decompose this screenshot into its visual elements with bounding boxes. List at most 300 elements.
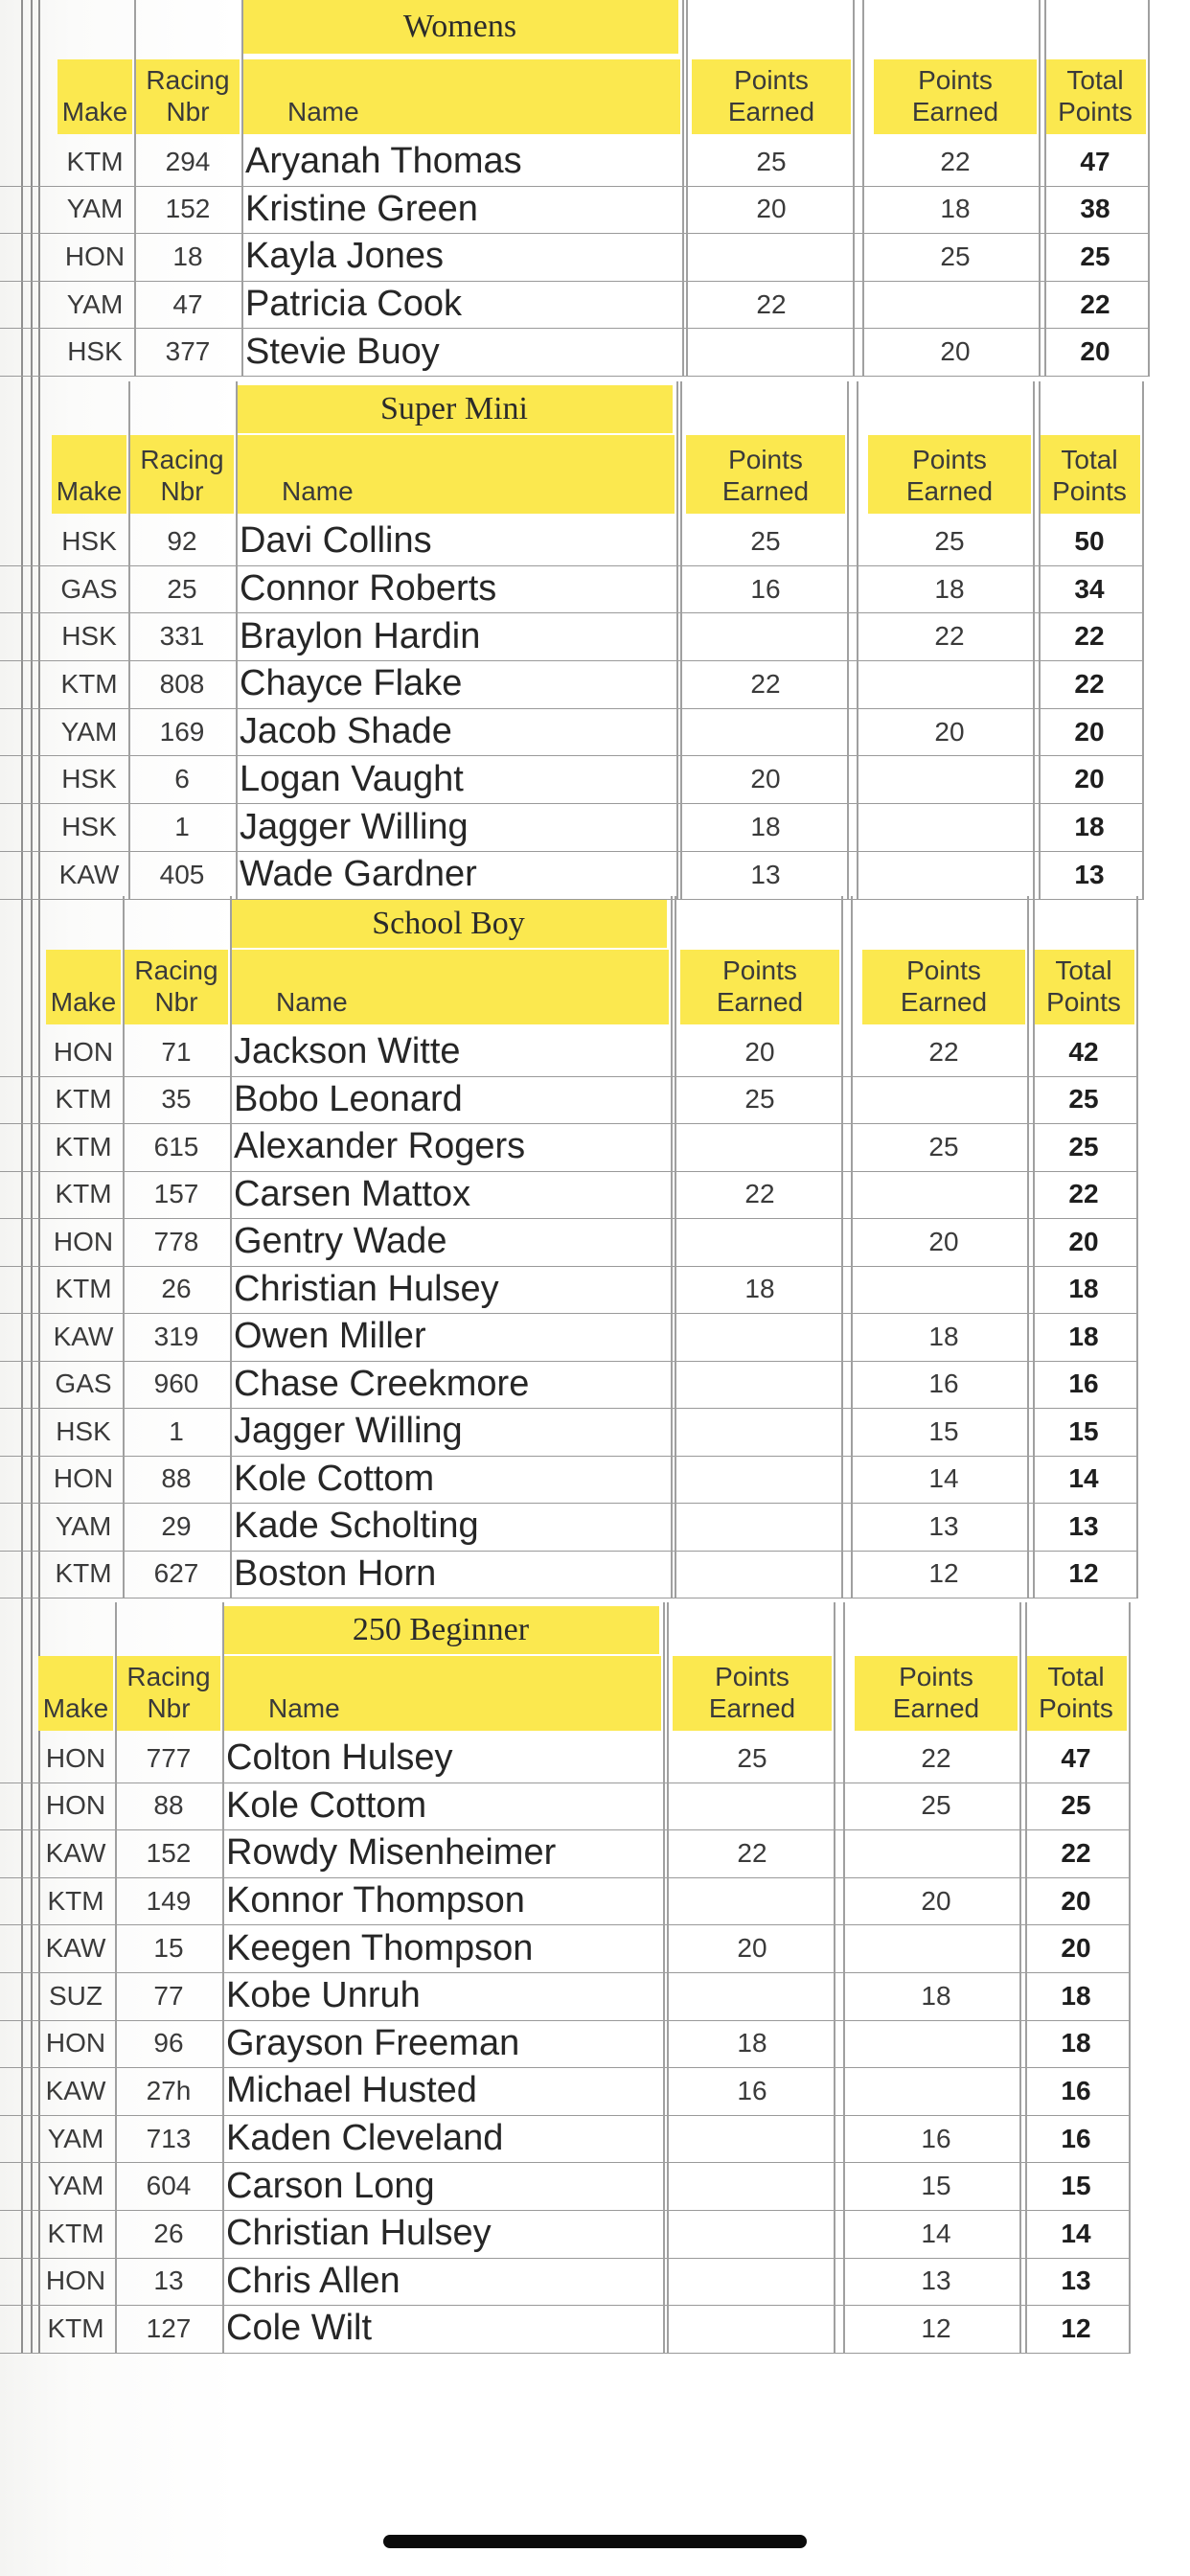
cell-rider-name: Kade Scholting [234,1506,479,1547]
column-rule [847,381,849,899]
cell-rider-name: Boston Horn [234,1552,437,1594]
table-row [0,565,1144,614]
cell-points-earned-2 [866,803,1033,851]
column-rule [123,896,125,1598]
cell-make: GAS [60,573,118,604]
cell-points-earned-2 [853,2020,1019,2068]
cell-make: GAS [55,1368,112,1399]
cell-rider-name: Kole Cottom [234,1458,435,1499]
cell-points-earned-1 [678,1408,841,1456]
cell-total-points: 22 [1061,1837,1091,1868]
header-racing-nbr: Racing Nbr [136,59,240,134]
cell-racing-nbr: 13 [153,2266,184,2296]
cell-points-earned-2: 20 [940,336,971,367]
table-row [0,328,1150,377]
cell-racing-nbr: 169 [159,716,205,747]
cell-points-earned-2: 20 [934,716,965,747]
column-rule [851,896,853,1598]
cell-racing-nbr: 604 [146,2171,192,2201]
cell-racing-nbr: 808 [159,668,205,699]
table-row [0,186,1150,235]
cell-make: SUZ [49,1980,103,2011]
cell-rider-name: Keegen Thompson [226,1927,534,1968]
cell-total-points: 18 [1068,1321,1099,1351]
cell-points-earned-1 [678,1503,841,1551]
cell-make: KAW [53,1321,114,1351]
table-row [0,1171,1138,1220]
cell-points-earned-2: 18 [934,573,965,604]
table-row [0,1028,1138,1077]
cell-rider-name: Christian Hulsey [234,1268,499,1309]
table-row [0,1266,1138,1315]
cell-points-earned-1 [671,1972,834,2020]
column-rule [676,381,678,899]
cell-points-earned-2 [866,660,1033,708]
cell-rider-name: Patricia Cook [245,284,462,325]
cell-total-points: 25 [1068,1131,1099,1162]
cell-racing-nbr: 1 [169,1415,184,1446]
cell-rider-name: Grayson Freeman [226,2022,520,2063]
cell-points-earned-1: 22 [750,668,781,699]
cell-rider-name: Wade Gardner [240,854,477,895]
cell-racing-nbr: 152 [146,1837,192,1868]
cell-rider-name: Jagger Willing [234,1411,463,1452]
cell-total-points: 20 [1068,1226,1099,1256]
cell-points-earned-2: 15 [921,2171,951,2201]
cell-points-earned-1 [678,1218,841,1266]
section-title: Womens [241,0,678,54]
header-name: Name [243,59,680,134]
table-row [0,1782,1131,1831]
column-rule [230,896,232,1598]
cell-points-earned-2: 16 [928,1368,959,1399]
column-rule [1039,0,1041,376]
cell-total-points: 20 [1080,336,1110,367]
cell-rider-name: Jagger Willing [240,806,469,847]
cell-points-earned-1 [671,2258,834,2306]
header-racing-nbr: Racing Nbr [117,1656,220,1731]
cell-points-earned-1 [671,2210,834,2258]
cell-rider-name: Chase Creekmore [234,1363,530,1404]
cell-rider-name: Aryanah Thomas [245,141,522,182]
cell-points-earned-1: 25 [756,146,787,176]
cell-make: HON [53,1036,114,1067]
table-row [0,1218,1138,1267]
column-rule [686,0,688,376]
cell-points-earned-2: 25 [940,241,971,271]
cell-racing-nbr: 319 [153,1321,199,1351]
cell-make: YAM [47,2171,104,2201]
cell-points-earned-2: 15 [928,1415,959,1446]
cell-rider-name: Logan Vaught [240,758,464,799]
header-points-earned-1: Points Earned [686,435,845,514]
column-rule [680,381,682,899]
cell-points-earned-2: 13 [928,1510,959,1541]
cell-points-earned-2: 16 [921,2123,951,2153]
cell-points-earned-1: 20 [744,1036,775,1067]
cell-points-earned-2 [853,2067,1019,2115]
cell-points-earned-2: 22 [928,1036,959,1067]
home-indicator[interactable] [383,2535,807,2548]
cell-racing-nbr: 18 [172,241,203,271]
column-rule [675,896,676,1598]
table-row [0,803,1144,852]
column-rule [663,1602,665,2353]
table-row [0,1313,1138,1362]
cell-points-earned-1 [678,1313,841,1361]
cell-racing-nbr: 77 [153,1980,184,2011]
cell-points-earned-2 [860,1266,1027,1314]
table-row [0,1829,1131,1878]
cell-points-earned-1 [671,1877,834,1925]
column-rule [128,381,130,899]
cell-total-points: 18 [1074,812,1105,842]
cell-make: HON [53,1226,114,1256]
cell-racing-nbr: 47 [172,288,203,319]
cell-racing-nbr: 71 [161,1036,192,1067]
header-points-earned-2: Points Earned [862,950,1025,1024]
cell-total-points: 25 [1068,1084,1099,1115]
column-rule [671,896,673,1598]
cell-points-earned-1 [678,1361,841,1409]
cell-racing-nbr: 713 [146,2123,192,2153]
table-row [0,708,1144,757]
cell-points-earned-1: 25 [744,1084,775,1115]
cell-make: KTM [47,2312,104,2343]
cell-points-earned-1: 18 [744,1274,775,1304]
cell-total-points: 22 [1080,288,1110,319]
cell-racing-nbr: 25 [167,573,197,604]
cell-total-points: 18 [1061,2028,1091,2058]
table-row [0,1076,1138,1125]
cell-total-points: 15 [1068,1415,1099,1446]
cell-make: YAM [60,716,118,747]
cell-make: HON [45,2028,106,2058]
table-row [0,851,1144,900]
column-rule [1039,381,1041,899]
cell-points-earned-2: 22 [940,146,971,176]
header-make: Make [52,435,126,514]
cell-make: KAW [45,2075,106,2105]
table-row [0,233,1150,282]
cell-total-points: 25 [1080,241,1110,271]
cell-total-points: 47 [1061,1742,1091,1773]
cell-total-points: 22 [1074,621,1105,652]
cell-rider-name: Cole Wilt [226,2308,373,2349]
cell-total-points: 18 [1068,1274,1099,1304]
cell-racing-nbr: 152 [165,194,211,224]
cell-points-earned-1: 25 [737,1742,767,1773]
cell-make: KTM [55,1131,112,1162]
header-make: Make [57,59,132,134]
table-row [0,2305,1131,2354]
cell-points-earned-2 [872,281,1039,329]
cell-rider-name: Kaden Cleveland [226,2118,504,2159]
cell-total-points: 16 [1061,2123,1091,2153]
table-row [0,1924,1131,1973]
cell-racing-nbr: 26 [153,2218,184,2248]
cell-points-earned-1 [671,1782,834,1830]
cell-make: YAM [66,288,124,319]
cell-points-earned-2 [853,1924,1019,1972]
cell-total-points: 13 [1068,1510,1099,1541]
column-rule [853,0,855,376]
column-rule [1033,896,1035,1598]
header-points-earned-2: Points Earned [855,1656,1018,1731]
header-racing-nbr: Racing Nbr [130,435,234,514]
header-total-points: Total Points [1025,1656,1127,1731]
cell-points-earned-2: 20 [928,1226,959,1256]
cell-points-earned-2: 22 [934,621,965,652]
cell-racing-nbr: 1 [174,812,190,842]
cell-rider-name: Rowdy Misenheimer [226,1832,557,1874]
cell-racing-nbr: 26 [161,1274,192,1304]
cell-rider-name: Jackson Witte [234,1031,461,1072]
cell-total-points: 20 [1074,764,1105,794]
cell-points-earned-1 [671,2305,834,2353]
column-rule [841,896,843,1598]
cell-racing-nbr: 27h [146,2075,192,2105]
cell-make: HSK [61,525,117,556]
cell-points-earned-2 [866,756,1033,804]
table-row [0,2258,1131,2307]
header-name: Name [224,1656,661,1731]
column-rule [241,0,243,376]
cell-racing-nbr: 377 [165,336,211,367]
table-row [0,2210,1131,2259]
cell-points-earned-1: 16 [750,573,781,604]
cell-total-points: 13 [1061,2266,1091,2296]
table-row [0,1551,1138,1599]
section-title: School Boy [230,900,667,948]
cell-points-earned-2: 13 [921,2266,951,2296]
cell-racing-nbr: 157 [153,1179,199,1209]
cell-racing-nbr: 615 [153,1131,199,1162]
cell-points-earned-1 [671,2115,834,2163]
cell-points-earned-1: 22 [744,1179,775,1209]
cell-total-points: 22 [1068,1179,1099,1209]
cell-total-points: 25 [1061,1790,1091,1821]
header-make: Make [38,1656,113,1731]
cell-racing-nbr: 92 [167,525,197,556]
cell-make: KAW [45,1933,106,1964]
cell-points-earned-1: 25 [750,525,781,556]
cell-points-earned-2: 14 [928,1463,959,1494]
cell-rider-name: Jacob Shade [240,711,452,752]
table-row [0,612,1144,661]
cell-points-earned-1 [678,1123,841,1171]
cell-points-earned-1 [678,1551,841,1598]
cell-total-points: 34 [1074,573,1105,604]
table-row [0,518,1144,566]
cell-make: YAM [47,2123,104,2153]
cell-racing-nbr: 88 [161,1463,192,1494]
cell-rider-name: Carson Long [226,2165,435,2206]
cell-rider-name: Chris Allen [226,2260,400,2301]
table-row [0,1456,1138,1505]
cell-rider-name: Bobo Leonard [234,1078,463,1119]
cell-points-earned-2: 12 [928,1558,959,1589]
table-row [0,1408,1138,1457]
cell-points-earned-2 [860,1076,1027,1124]
cell-points-earned-2: 18 [928,1321,959,1351]
cell-rider-name: Chayce Flake [240,663,463,704]
cell-points-earned-1: 16 [737,2075,767,2105]
header-points-earned-1: Points Earned [692,59,851,134]
cell-rider-name: Connor Roberts [240,568,497,610]
cell-points-earned-2: 18 [921,1980,951,2011]
cell-racing-nbr: 778 [153,1226,199,1256]
cell-points-earned-2: 25 [928,1131,959,1162]
cell-rider-name: Kayla Jones [245,236,445,277]
cell-racing-nbr: 331 [159,621,205,652]
cell-rider-name: Carsen Mattox [234,1173,471,1214]
cell-points-earned-1 [671,2162,834,2210]
table-row [0,2020,1131,2069]
cell-make: KTM [60,668,118,699]
cell-total-points: 38 [1080,194,1110,224]
table-row [0,2162,1131,2211]
table-row [0,1877,1131,1926]
header-total-points: Total Points [1033,950,1134,1024]
cell-points-earned-1 [684,612,847,660]
cell-total-points: 15 [1061,2171,1091,2201]
cell-points-earned-1: 20 [756,194,787,224]
cell-rider-name: Konnor Thompson [226,1880,525,1921]
column-rule [1148,0,1150,376]
column-rule [134,0,136,376]
column-rule [1044,0,1046,376]
cell-points-earned-1: 22 [737,1837,767,1868]
cell-total-points: 42 [1068,1036,1099,1067]
cell-total-points: 16 [1061,2075,1091,2105]
cell-points-earned-2 [866,851,1033,899]
table-row [0,1972,1131,2021]
cell-rider-name: Davi Collins [240,520,432,562]
column-rule [667,1602,669,2353]
cell-make: KTM [66,146,124,176]
header-total-points: Total Points [1044,59,1146,134]
header-total-points: Total Points [1039,435,1140,514]
cell-make: HON [45,2266,106,2296]
cell-points-earned-2: 20 [921,1885,951,1916]
cell-make: KTM [47,1885,104,1916]
cell-points-earned-1: 22 [756,288,787,319]
table-row [0,2115,1131,2164]
cell-racing-nbr: 777 [146,1742,192,1773]
cell-points-earned-2: 12 [921,2312,951,2343]
cell-make: KTM [55,1274,112,1304]
column-rule [682,0,684,376]
cell-racing-nbr: 405 [159,859,205,889]
cell-total-points: 22 [1074,668,1105,699]
column-rule [1129,1602,1131,2353]
cell-points-earned-2: 18 [940,194,971,224]
column-rule [1025,1602,1027,2353]
cell-racing-nbr: 96 [153,2028,184,2058]
cell-points-earned-1: 20 [737,1933,767,1964]
cell-rider-name: Kristine Green [245,188,478,229]
cell-points-earned-2: 25 [934,525,965,556]
cell-points-earned-2 [853,1829,1019,1877]
column-rule [236,381,238,899]
cell-total-points: 12 [1061,2312,1091,2343]
cell-points-earned-1: 13 [750,859,781,889]
column-rule [1019,1602,1021,2353]
cell-make: YAM [66,194,124,224]
cell-points-earned-1: 18 [750,812,781,842]
cell-total-points: 20 [1061,1885,1091,1916]
header-racing-nbr: Racing Nbr [125,950,228,1024]
column-rule [1142,381,1144,899]
table-row [0,2067,1131,2116]
header-name: Name [232,950,669,1024]
cell-make: KTM [55,1084,112,1115]
column-rule [857,381,858,899]
cell-racing-nbr: 627 [153,1558,199,1589]
cell-total-points: 13 [1074,859,1105,889]
cell-rider-name: Alexander Rogers [234,1126,526,1167]
header-points-earned-1: Points Earned [680,950,839,1024]
header-points-earned-2: Points Earned [868,435,1031,514]
cell-make: KAW [58,859,120,889]
cell-rider-name: Michael Husted [226,2070,477,2111]
column-rule [834,1602,835,2353]
cell-make: YAM [55,1510,112,1541]
cell-make: KTM [55,1558,112,1589]
cell-points-earned-1 [678,1456,841,1504]
cell-racing-nbr: 960 [153,1368,199,1399]
cell-make: HSK [61,812,117,842]
cell-total-points: 14 [1061,2218,1091,2248]
cell-total-points: 47 [1080,146,1110,176]
column-rule [1136,896,1138,1598]
column-rule [115,1602,117,2353]
cell-rider-name: Kobe Unruh [226,1975,421,2016]
header-points-earned-1: Points Earned [673,1656,832,1731]
cell-make: HON [53,1463,114,1494]
cell-make: HSK [61,621,117,652]
column-rule [843,1602,845,2353]
cell-make: HSK [67,336,123,367]
cell-points-earned-2: 25 [921,1790,951,1821]
cell-points-earned-2: 14 [921,2218,951,2248]
table-row [0,1361,1138,1410]
cell-racing-nbr: 294 [165,146,211,176]
column-rule [222,1602,224,2353]
cell-racing-nbr: 35 [161,1084,192,1115]
cell-rider-name: Gentry Wade [234,1221,447,1262]
cell-total-points: 12 [1068,1558,1099,1589]
table-row [0,1503,1138,1552]
cell-racing-nbr: 15 [153,1933,184,1964]
cell-racing-nbr: 88 [153,1790,184,1821]
cell-make: KTM [47,2218,104,2248]
cell-racing-nbr: 29 [161,1510,192,1541]
cell-rider-name: Kole Cottom [226,1784,427,1826]
cell-points-earned-1 [684,708,847,756]
header-name: Name [238,435,675,514]
cell-racing-nbr: 149 [146,1885,192,1916]
cell-make: KAW [45,1837,106,1868]
cell-points-earned-2: 22 [921,1742,951,1773]
header-make: Make [46,950,121,1024]
cell-points-earned-1 [690,328,853,376]
table-row [0,138,1150,187]
section-title: 250 Beginner [222,1606,659,1654]
cell-rider-name: Stevie Buoy [245,331,440,372]
table-row [0,660,1144,709]
